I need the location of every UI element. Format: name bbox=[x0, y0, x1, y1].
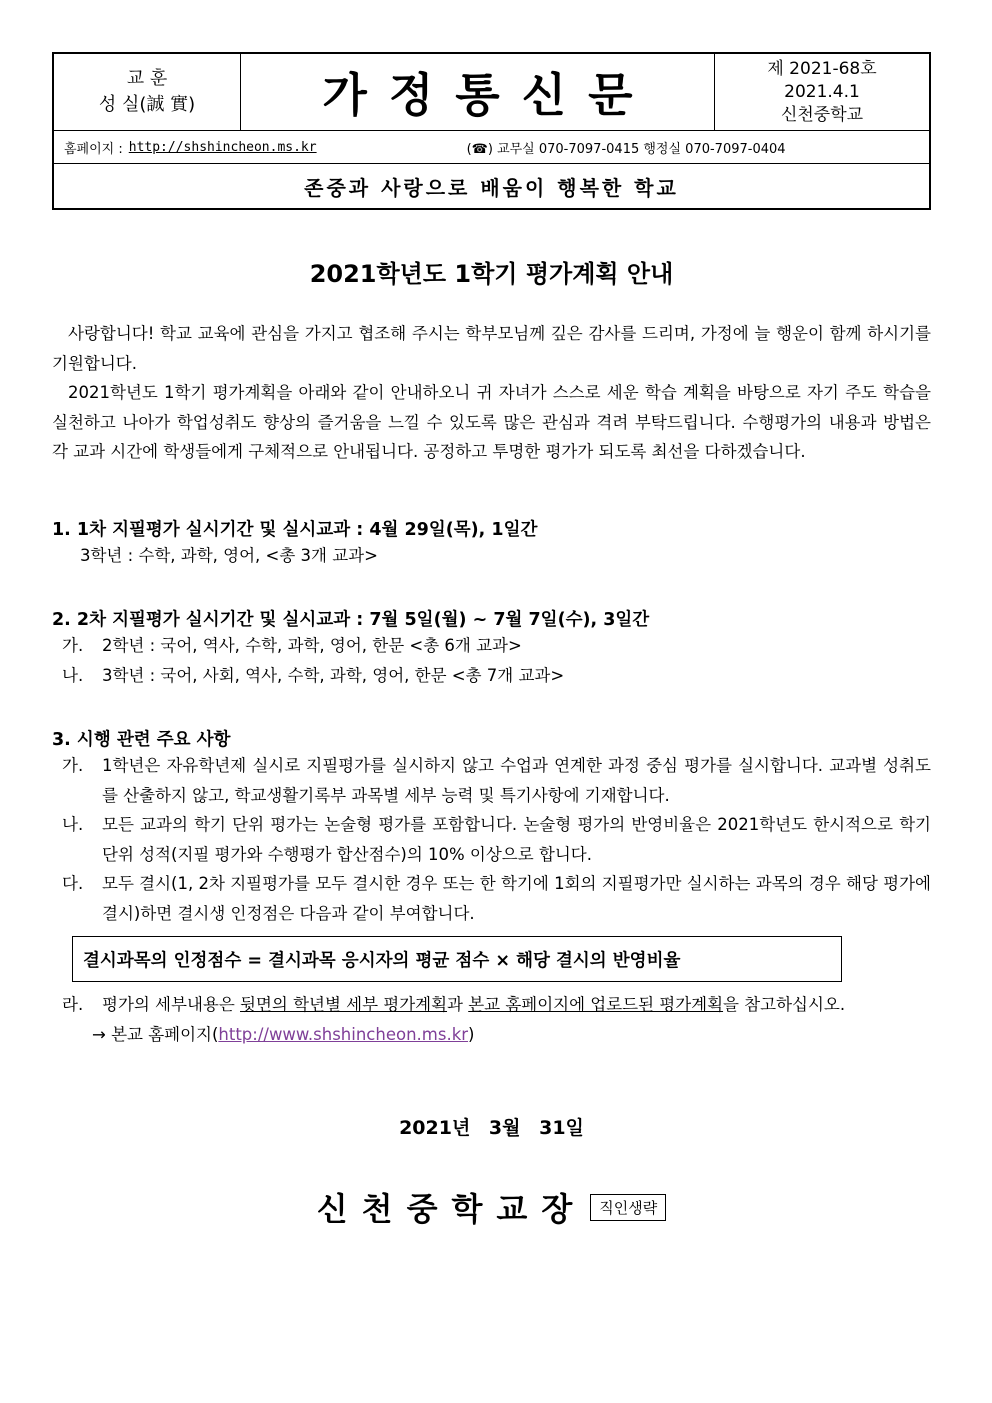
list-item bbox=[52, 751, 931, 810]
school-homepage-link[interactable]: http://www.shshincheon.ms.kr bbox=[218, 1024, 469, 1044]
arrow-text: → 본교 홈페이지( bbox=[92, 1024, 219, 1044]
seal-omitted-stamp: 직인생략 bbox=[590, 1194, 666, 1221]
list-item bbox=[52, 869, 931, 928]
masthead-top-row bbox=[54, 54, 929, 131]
issue-number: 제 2021-68호 bbox=[767, 58, 877, 79]
item-text: 1학년은 자유학년제 실시로 지필평가를 실시하지 않고 수업과 연계한 과정 중심 평가를 실시합니다. 교과별 성취도를 산출하지 않고, 학교생활기록부 과목별 세부 능력 및 특기사항에 기재합니다. bbox=[102, 756, 931, 805]
item-marker: 다. bbox=[62, 874, 84, 893]
homepage-label: 홈페이지 : bbox=[64, 141, 123, 157]
motto-text: 성 실(誠 實) bbox=[98, 94, 196, 115]
homepage-reference bbox=[52, 1020, 931, 1050]
masthead bbox=[52, 52, 931, 210]
item-marker: 라. bbox=[62, 995, 84, 1014]
item-text-pre: 평가의 세부내용은 bbox=[102, 995, 241, 1014]
list-item bbox=[52, 631, 931, 661]
homepage-link[interactable]: http://shshincheon.ms.kr bbox=[128, 139, 317, 155]
signature-block bbox=[52, 1184, 931, 1230]
section-1-subjects: 3학년 : 수학, 과학, 영어, <총 3개 교과> bbox=[80, 545, 378, 565]
section-second-exam bbox=[52, 606, 931, 690]
absence-score-formula: 결시과목의 인정점수 = 결시과목 응시자의 평균 점수 × 해당 결시의 반영비율 bbox=[72, 936, 842, 982]
page-title: 2021학년도 1학기 평가계획 안내 bbox=[309, 260, 674, 288]
intro-text bbox=[52, 319, 931, 467]
item-text: 모두 결시(1, 2차 지필평가를 모두 결시한 경우 또는 한 학기에 1회의 지필평가만 실시하는 과목의 경우 해당 평가에 결시)하면 결시생 인정점은 다음과 같이 부여합니다. bbox=[102, 874, 931, 923]
item-marker: 나. bbox=[62, 665, 84, 685]
school-name: 신천중학교 bbox=[780, 104, 864, 125]
newsletter-page bbox=[52, 52, 931, 1230]
item-text: 모든 교과의 학기 단위 평가는 논술형 평가를 포함합니다. 논술형 평가의 반영비율은 2021학년도 한시적으로 학기 단위 성적(지필 평가와 수행평가 합산점수)의 10% 이상으로 합니다. bbox=[102, 815, 931, 864]
item-text-post: 을 참고하십시오. bbox=[723, 995, 846, 1014]
item-marker: 가. bbox=[62, 756, 84, 775]
homepage-plan-reference: 본교 홈페이지에 업로드된 평가계획 bbox=[468, 995, 724, 1014]
section-1-heading: 1. 1차 지필평가 실시기간 및 실시교과 : 4월 29일(목), 1일간 bbox=[52, 519, 538, 540]
section-notes bbox=[52, 726, 931, 1049]
school-slogan: 존중과 사랑으로 배움이 행복한 학교 bbox=[304, 175, 679, 200]
item-text-mid: 과 bbox=[447, 995, 469, 1014]
school-motto bbox=[54, 54, 241, 130]
section-3-heading: 3. 시행 관련 주요 사항 bbox=[52, 730, 231, 750]
item-marker: 나. bbox=[62, 815, 84, 834]
arrow-close: ) bbox=[468, 1024, 475, 1044]
intro-paragraph-2: 2021학년도 1학기 평가계획을 아래와 같이 안내하오니 귀 자녀가 스스로 세운 학습 계획을 바탕으로 자기 주도 학습을 실천하고 나아가 학업성취도 향상의 즐거움을 느낄 수 있도록 많은 관심과 격려 부탁드립니다. 수행평가의 내용과 방법은 각 교과 시간에 학생들에게 구체적으로 안내됩니다. 공정하고 투명한 평가가 되도록 최선을 다하겠습니다. bbox=[52, 383, 931, 461]
contact-row bbox=[54, 131, 929, 164]
intro-paragraph-1: 사랑합니다! 학교 교육에 관심을 가지고 협조해 주시는 학부모님께 깊은 감사를 드리며, 가정에 늘 행운이 함께 하시기를 기원합니다. bbox=[52, 324, 931, 373]
detail-plan-reference: 뒷면의 학년별 세부 평가계획 bbox=[240, 995, 448, 1014]
item-text: 2학년 : 국어, 역사, 수학, 과학, 영어, 한문 <총 6개 교과> bbox=[102, 636, 522, 655]
item-text bbox=[102, 990, 931, 1020]
item-text: 3학년 : 국어, 사회, 역사, 수학, 과학, 영어, 한문 <총 7개 교과> bbox=[102, 665, 565, 685]
item-marker: 가. bbox=[62, 636, 84, 655]
newsletter-name: 가정통신문 bbox=[322, 68, 655, 122]
issue-date-footer: 2021년 3월 31일 bbox=[399, 1117, 584, 1139]
section-2-heading: 2. 2차 지필평가 실시기간 및 실시교과 : 7월 5일(월) ~ 7월 7일(수), 3일간 bbox=[52, 610, 650, 630]
list-item bbox=[52, 661, 931, 691]
issue-date: 2021.4.1 bbox=[784, 81, 860, 102]
principal-signature: 신천중학교장 bbox=[316, 1190, 587, 1228]
issue-info bbox=[714, 54, 929, 130]
motto-label: 교 훈 bbox=[126, 68, 168, 89]
list-item bbox=[52, 990, 931, 1020]
phone-numbers: (☎) 교무실 070-7097-0415 행정실 070-7097-0404 bbox=[466, 141, 786, 157]
section-first-exam bbox=[52, 516, 931, 571]
list-item bbox=[52, 810, 931, 869]
